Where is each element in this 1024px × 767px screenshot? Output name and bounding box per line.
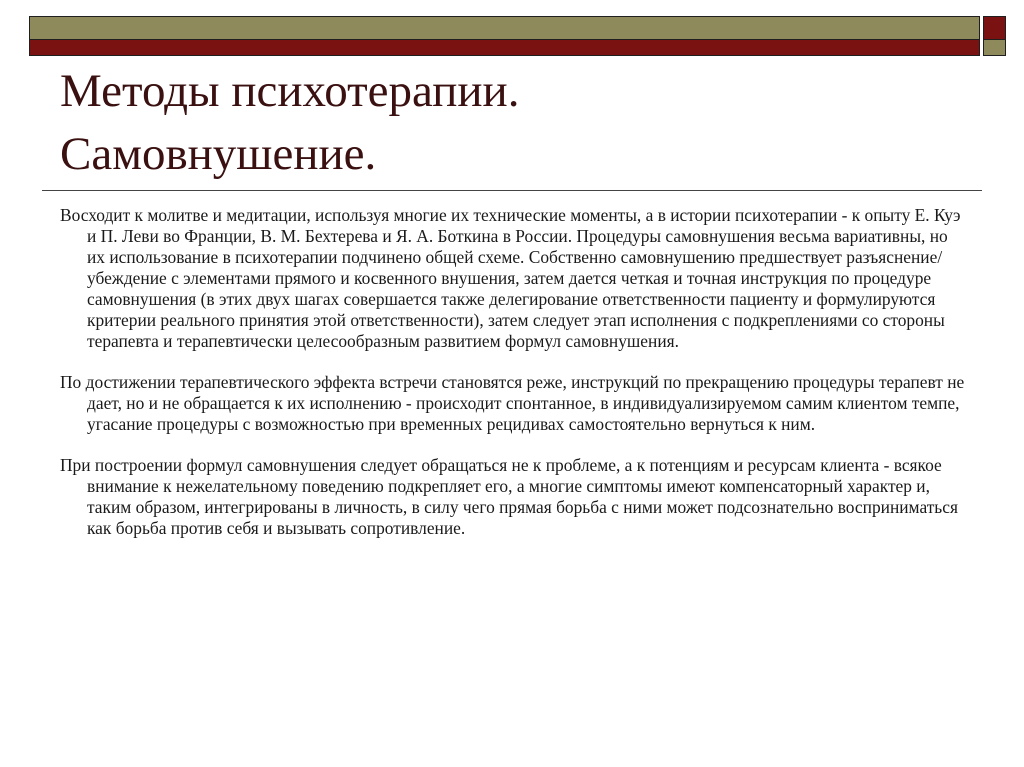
- slide-body: [60, 205, 965, 559]
- header-square-maroon: [983, 16, 1006, 40]
- title-line-1: Методы психотерапии.: [60, 65, 520, 117]
- paragraph-1: Восходит к молитве и медитации, используя многие их технические моменты, а в истории психотерапии - к опыту Е. Куэ и П. Леви во Франции, В. М. Бехтерева и Я. А. Боткина в России. Процедуры самовнушения весьма вариативны, но их использование в психотерапии подчинено общей схеме. Собственно самовнушению предшествует разъяснение/убеждение с элементами прямого и косвенного внушения, затем дается четкая и точная инструкция по процедуре самовнушения (в этих двух шагах совершается также делегирование ответственности пациенту и формулируются критерии реального принятия этой ответственности), затем следует этап исполнения с подкреплениями со стороны терапевта и терапевтически целесообразным развитием формул самовнушения.: [60, 205, 961, 351]
- header-square-olive: [983, 40, 1006, 56]
- header-bar-maroon: [29, 40, 980, 56]
- title-divider: [42, 190, 982, 191]
- paragraph-2: По достижении терапевтического эффекта встречи становятся реже, инструкций по прекращению процедуры терапевт не дает, но и не обращается к их исполнению - происходит спонтанное, в индивидуализируемом самим клиентом темпе, угасание процедуры с возможностью при временных рецидивах самостоятельно вернуться к ним.: [60, 372, 965, 434]
- paragraph-3: При построении формул самовнушения следует обращаться не к проблеме, а к потенциям и ресурсам клиента - всякое внимание к нежелательному поведению подкрепляет его, а многие симптомы имеют компенсаторный характер и, таким образом, интегрированы в личность, в силу чего прямая борьба с ними может подсознательно восприниматься как борьба против себя и вызывать сопротивление.: [60, 455, 958, 538]
- title-line-2: Самовнушение.: [60, 128, 377, 180]
- header-bar-olive: [29, 16, 980, 40]
- slide-title: [60, 60, 960, 186]
